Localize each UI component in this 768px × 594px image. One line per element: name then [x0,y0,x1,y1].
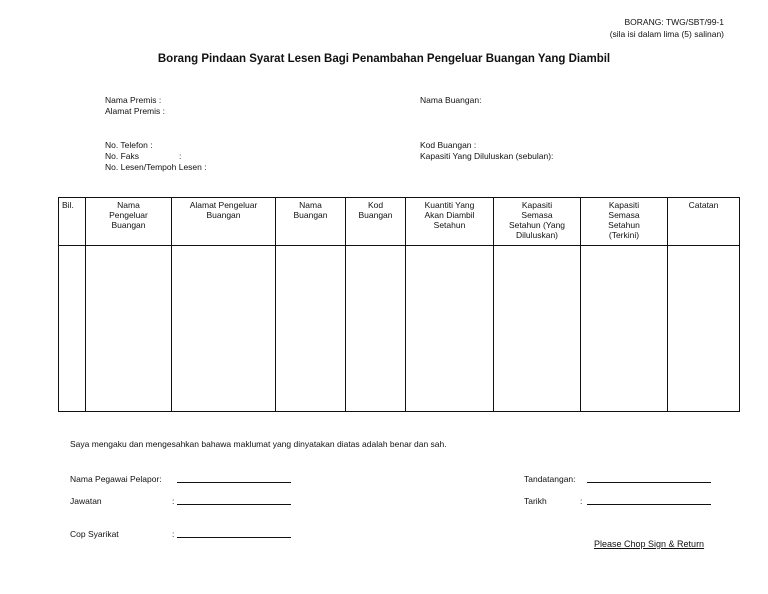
column-header-kapasiti-diluluskan: Kapasiti Semasa Setahun (Yang Diluluskan) [494,198,581,246]
table-cell[interactable] [276,246,346,412]
table-row [59,246,740,412]
table-cell[interactable] [86,246,172,412]
table-cell[interactable] [172,246,276,412]
form-code: BORANG: TWG/SBT/99-1 [624,17,724,27]
column-header-nama-buangan: Nama Buangan [276,198,346,246]
page-title: Borang Pindaan Syarat Lesen Bagi Penambahan Pengeluar Buangan Yang Diambil [157,53,611,65]
no-faks-colon: : [179,151,182,161]
tarikh-colon: : [580,496,583,506]
nama-premis-label: Nama Premis : [105,95,162,105]
column-header-kuantiti: Kuantiti Yang Akan Diambil Setahun [406,198,494,246]
kod-buangan-label: Kod Buangan : [420,140,477,150]
table-cell[interactable] [494,246,581,412]
jawatan-colon: : [172,496,175,506]
no-lesen-label: No. Lesen/Tempoh Lesen : [105,162,207,172]
column-header-catatan: Catatan [668,198,740,246]
table-header-row [59,198,740,246]
tarikh-line[interactable] [587,504,711,505]
table-cell[interactable] [668,246,740,412]
return-note: Please Chop Sign & Return [594,539,705,549]
tandatangan-line[interactable] [587,482,711,483]
tandatangan-label: Tandatangan: [524,474,576,484]
table-cell[interactable] [59,246,86,412]
column-header-bil: Bil. [59,198,86,246]
nama-buangan-label: Nama Buangan: [420,95,482,105]
cop-syarikat-line[interactable] [177,537,291,538]
column-header-alamat-pengeluar: Alamat Pengeluar Buangan [172,198,276,246]
declaration-text: Saya mengaku dan mengesahkan bahawa maklumat yang dinyatakan diatas adalah benar dan sah. [70,439,447,449]
column-header-kapasiti-terkini: Kapasiti Semasa Setahun (Terkini) [581,198,668,246]
tarikh-label: Tarikh [524,496,547,506]
waste-producer-table [58,197,740,412]
no-faks-label: No. Faks [105,151,140,161]
table-cell[interactable] [581,246,668,412]
column-header-nama-pengeluar: Nama Pengeluar Buangan [86,198,172,246]
jawatan-label: Jawatan [70,496,102,506]
copies-note: (sila isi dalam lima (5) salinan) [609,29,724,39]
table-cell[interactable] [406,246,494,412]
column-header-kod-buangan: Kod Buangan [346,198,406,246]
jawatan-line[interactable] [177,504,291,505]
kapasiti-diluluskan-label: Kapasiti Yang Diluluskan (sebulan): [420,151,554,161]
nama-pegawai-label: Nama Pegawai Pelapor: [70,474,162,484]
cop-syarikat-colon: : [172,529,175,539]
cop-syarikat-label: Cop Syarikat [70,529,119,539]
nama-pegawai-line[interactable] [177,482,291,483]
table-cell[interactable] [346,246,406,412]
alamat-premis-label: Alamat Premis : [105,106,165,116]
no-telefon-label: No. Telefon : [105,140,153,150]
